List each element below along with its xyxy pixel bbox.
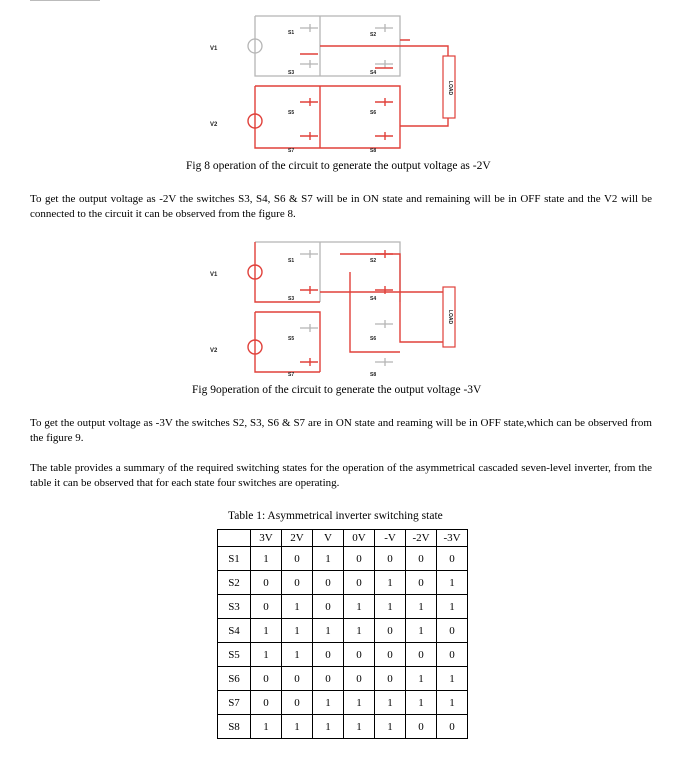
state-cell: 1 [344, 691, 375, 715]
state-cell: 0 [282, 667, 313, 691]
state-cell: 0 [344, 667, 375, 691]
table-row [218, 547, 468, 571]
figure-8-circuit [200, 6, 480, 158]
switching-state-table [217, 529, 468, 739]
state-cell: 0 [375, 547, 406, 571]
v2-label: V2 [210, 122, 218, 128]
column-header: 2V [282, 530, 313, 547]
state-cell: 0 [282, 547, 313, 571]
s5-label: S5 [288, 336, 295, 342]
state-cell: 0 [437, 715, 468, 739]
state-cell: 1 [313, 619, 344, 643]
state-cell: 1 [282, 619, 313, 643]
table-caption: Table 1: Asymmetrical inverter switching state [228, 510, 443, 522]
state-cell: 0 [313, 643, 344, 667]
table-row [218, 715, 468, 739]
state-cell: 0 [406, 571, 437, 595]
state-cell: 0 [344, 547, 375, 571]
paragraph-3: The table provides a summary of the required switching states for the operation of the asymmetrical cascaded seven-level inverter, from the table it can be observed that for each state four switches are operating. [30, 462, 652, 489]
state-cell: 0 [313, 571, 344, 595]
state-cell: 1 [406, 595, 437, 619]
state-cell: 1 [375, 571, 406, 595]
state-cell: 0 [437, 643, 468, 667]
state-cell: 0 [282, 571, 313, 595]
s7-label: S7 [288, 148, 295, 154]
state-cell: 1 [344, 619, 375, 643]
v1-label: V1 [210, 46, 218, 52]
s8-label: S8 [370, 148, 377, 154]
s8-label: S8 [370, 372, 377, 378]
state-cell: 0 [437, 619, 468, 643]
column-header: 3V [251, 530, 282, 547]
state-cell: 1 [313, 547, 344, 571]
state-cell: 1 [406, 667, 437, 691]
s5-label: S5 [288, 110, 295, 116]
table-row [218, 571, 468, 595]
row-label: S2 [218, 571, 251, 595]
state-cell: 0 [344, 571, 375, 595]
state-cell: 0 [313, 667, 344, 691]
state-cell: 1 [375, 715, 406, 739]
s7-label: S7 [288, 372, 295, 378]
v1-label: V1 [210, 272, 218, 278]
column-header: -2V [406, 530, 437, 547]
s1-label: S1 [288, 258, 295, 264]
row-label: S7 [218, 691, 251, 715]
s6-label: S6 [370, 336, 377, 342]
state-cell: 1 [406, 691, 437, 715]
row-label: S5 [218, 643, 251, 667]
table-row [218, 595, 468, 619]
s6-label: S6 [370, 110, 377, 116]
state-cell: 1 [437, 571, 468, 595]
state-cell: 1 [375, 595, 406, 619]
state-cell: 0 [251, 595, 282, 619]
column-header: V [313, 530, 344, 547]
state-cell: 0 [344, 643, 375, 667]
column-header: 0V [344, 530, 375, 547]
state-cell: 1 [437, 595, 468, 619]
page-top-rule [30, 0, 100, 1]
state-cell: 0 [251, 571, 282, 595]
figure-9-caption: Fig 9operation of the circuit to generate the output voltage -3V [192, 384, 482, 396]
state-cell: 0 [375, 643, 406, 667]
s4-label: S4 [370, 70, 377, 76]
s3-label: S3 [288, 296, 295, 302]
state-cell: 1 [282, 595, 313, 619]
state-cell: 1 [313, 691, 344, 715]
row-label: S1 [218, 547, 251, 571]
state-cell: 1 [313, 715, 344, 739]
state-cell: 1 [251, 715, 282, 739]
state-cell: 1 [437, 667, 468, 691]
load-label: LOAD [447, 80, 453, 96]
state-cell: 1 [251, 619, 282, 643]
state-cell: 1 [282, 643, 313, 667]
row-label: S3 [218, 595, 251, 619]
s1-label: S1 [288, 30, 295, 36]
table-row [218, 691, 468, 715]
state-cell: 0 [313, 595, 344, 619]
state-cell: 1 [437, 691, 468, 715]
state-cell: 0 [406, 715, 437, 739]
row-label: S6 [218, 667, 251, 691]
s2-label: S2 [370, 258, 377, 264]
s2-label: S2 [370, 32, 377, 38]
state-cell: 0 [282, 691, 313, 715]
figure-8-caption: Fig 8 operation of the circuit to generate the output voltage as -2V [186, 160, 491, 172]
state-cell: 1 [282, 715, 313, 739]
table-row [218, 619, 468, 643]
state-cell: 0 [251, 667, 282, 691]
v2-label: V2 [210, 348, 218, 354]
state-cell: 1 [344, 715, 375, 739]
state-cell: 1 [251, 547, 282, 571]
table-row [218, 643, 468, 667]
state-cell: 0 [406, 643, 437, 667]
column-header: -V [375, 530, 406, 547]
s3-label: S3 [288, 70, 295, 76]
state-cell: 1 [375, 691, 406, 715]
state-cell: 1 [251, 643, 282, 667]
s4-label: S4 [370, 296, 377, 302]
table-row [218, 667, 468, 691]
state-cell: 1 [406, 619, 437, 643]
state-cell: 0 [375, 667, 406, 691]
paragraph-2: To get the output voltage as -3V the switches S2, S3, S6 & S7 are in ON state and reaming will be in OFF state,which can be observed from the figure 9. [30, 417, 652, 444]
state-cell: 0 [406, 547, 437, 571]
load-label: LOAD [447, 309, 453, 325]
state-cell: 0 [251, 691, 282, 715]
state-cell: 1 [344, 595, 375, 619]
row-label: S8 [218, 715, 251, 739]
state-cell: 0 [375, 619, 406, 643]
figure-9-circuit [200, 232, 480, 382]
table-corner-cell [218, 530, 251, 547]
table-header-row [218, 530, 468, 547]
state-cell: 0 [437, 547, 468, 571]
column-header: -3V [437, 530, 468, 547]
row-label: S4 [218, 619, 251, 643]
paragraph-1: To get the output voltage as -2V the switches S3, S4, S6 & S7 will be in ON state and remaining will be in OFF state and the V2 will be connected to the circuit it can be observed from the figure 8. [30, 193, 652, 220]
